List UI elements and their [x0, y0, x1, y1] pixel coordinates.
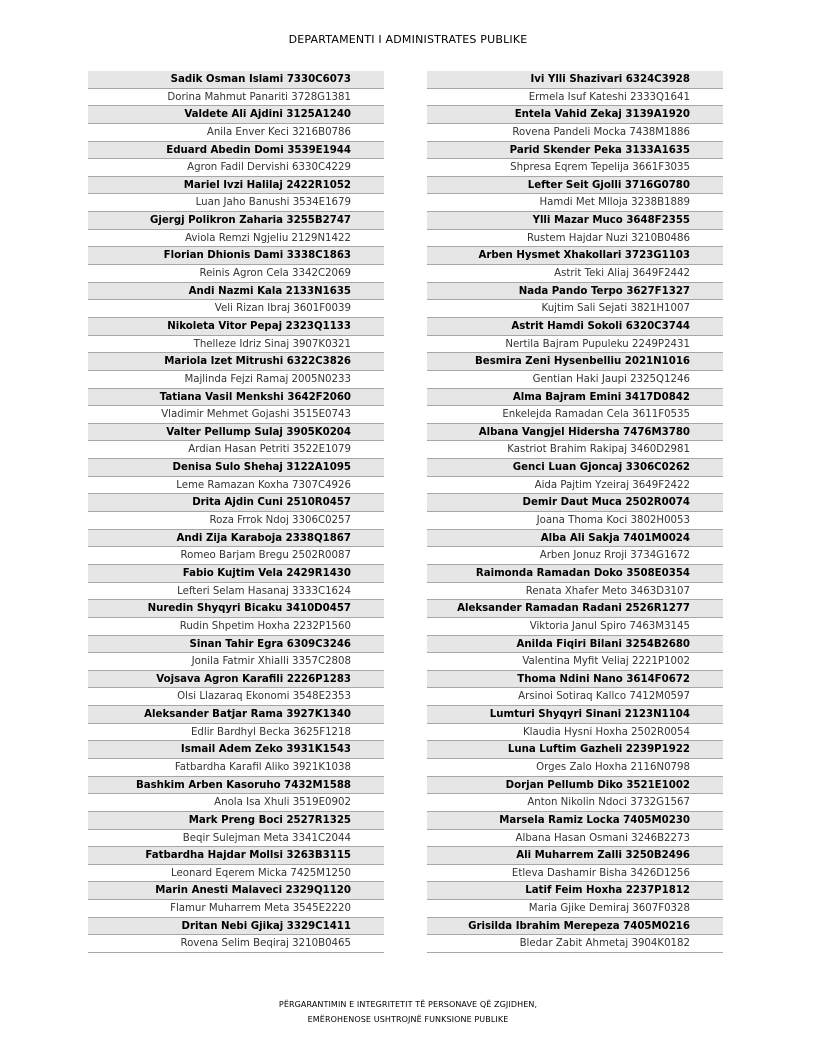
list-item: Ivi Ylli Shazivari 6324C3928 — [427, 71, 723, 89]
list-item: Flamur Muharrem Meta 3545E2220 — [88, 900, 384, 918]
list-item: Nertila Bajram Pupuleku 2249P2431 — [427, 336, 723, 354]
list-item: Roza Frrok Ndoj 3306C0257 — [88, 512, 384, 530]
list-item: Aida Pajtim Yzeiraj 3649F2422 — [427, 477, 723, 495]
list-item: Joana Thoma Koci 3802H0053 — [427, 512, 723, 530]
list-item: Rudin Shpetim Hoxha 2232P1560 — [88, 618, 384, 636]
list-item: Genci Luan Gjoncaj 3306C0262 — [427, 459, 723, 477]
list-item: Sinan Tahir Egra 6309C3246 — [88, 636, 384, 654]
list-item: Klaudia Hysni Hoxha 2502R0054 — [427, 724, 723, 742]
list-item: Veli Rizan Ibraj 3601F0039 — [88, 300, 384, 318]
list-item: Besmira Zeni Hysenbelliu 2021N1016 — [427, 353, 723, 371]
list-item: Agron Fadil Dervishi 6330C4229 — [88, 159, 384, 177]
list-item: Shpresa Eqrem Tepelija 3661F3035 — [427, 159, 723, 177]
list-item: Lumturi Shyqyri Sinani 2123N1104 — [427, 706, 723, 724]
list-item: Thoma Ndini Nano 3614F0672 — [427, 671, 723, 689]
list-item: Alba Ali Sakja 7401M0024 — [427, 530, 723, 548]
list-item: Dorjan Pellumb Diko 3521E1002 — [427, 777, 723, 795]
list-item: Vladimir Mehmet Gojashi 3515E0743 — [88, 406, 384, 424]
list-item: Nada Pando Terpo 3627F1327 — [427, 283, 723, 301]
list-item: Anola Isa Xhuli 3519E0902 — [88, 794, 384, 812]
list-item: Albana Vangjel Hidersha 7476M3780 — [427, 424, 723, 442]
list-item: Florian Dhionis Dami 3338C1863 — [88, 247, 384, 265]
list-item: Jonila Fatmir Xhialli 3357C2808 — [88, 653, 384, 671]
list-item: Mark Preng Boci 2527R1325 — [88, 812, 384, 830]
list-item: Drita Ajdin Cuni 2510R0457 — [88, 494, 384, 512]
list-item: Arben Jonuz Rroji 3734G1672 — [427, 547, 723, 565]
footer — [0, 997, 816, 1027]
list-item: Sadik Osman Islami 7330C6073 — [88, 71, 384, 89]
list-item: Enkelejda Ramadan Cela 3611F0535 — [427, 406, 723, 424]
list-item: Majlinda Fejzi Ramaj 2005N0233 — [88, 371, 384, 389]
list-item: Beqir Sulejman Meta 3341C2044 — [88, 830, 384, 848]
list-item: Ali Muharrem Zalli 3250B2496 — [427, 847, 723, 865]
list-item: Reinis Agron Cela 3342C2069 — [88, 265, 384, 283]
list-item: Rustem Hajdar Nuzi 3210B0486 — [427, 230, 723, 248]
list-item: Kastriot Brahim Rakipaj 3460D2981 — [427, 441, 723, 459]
page-title: DEPARTAMENTI I ADMINISTRATES PUBLIKE — [288, 33, 528, 46]
list-item: Dorina Mahmut Panariti 3728G1381 — [88, 89, 384, 107]
list-item: Ardian Hasan Petriti 3522E1079 — [88, 441, 384, 459]
list-item: Ermela Isuf Kateshi 2333Q1641 — [427, 89, 723, 107]
list-item: Raimonda Ramadan Doko 3508E0354 — [427, 565, 723, 583]
list-item: Mariel Ivzi Halilaj 2422R1052 — [88, 177, 384, 195]
list-item: Fatbardha Karafil Aliko 3921K1038 — [88, 759, 384, 777]
list-item: Alma Bajram Emini 3417D0842 — [427, 389, 723, 407]
list-item: Arsinoi Sotiraq Kallco 7412M0597 — [427, 688, 723, 706]
list-item: Astrit Hamdi Sokoli 6320C3744 — [427, 318, 723, 336]
list-item: Latif Feim Hoxha 2237P1812 — [427, 882, 723, 900]
list-item: Valdete Ali Ajdini 3125A1240 — [88, 106, 384, 124]
list-item: Eduard Abedin Domi 3539E1944 — [88, 142, 384, 160]
list-item: Hamdi Met Mlloja 3238B1889 — [427, 194, 723, 212]
list-item: Orges Zalo Hoxha 2116N0798 — [427, 759, 723, 777]
list-item: Parid Skender Peka 3133A1635 — [427, 142, 723, 160]
list-item: Olsi Llazaraq Ekonomi 3548E2353 — [88, 688, 384, 706]
list-item: Edlir Bardhyl Becka 3625F1218 — [88, 724, 384, 742]
list-item: Denisa Sulo Shehaj 3122A1095 — [88, 459, 384, 477]
list-item: Mariola Izet Mitrushi 6322C3826 — [88, 353, 384, 371]
list-item: Bashkim Arben Kasoruho 7432M1588 — [88, 777, 384, 795]
list-item: Anilda Fiqiri Bilani 3254B2680 — [427, 636, 723, 654]
right-name-list — [427, 71, 723, 953]
list-item: Marsela Ramiz Locka 7405M0230 — [427, 812, 723, 830]
list-item: Marin Anesti Malaveci 2329Q1120 — [88, 882, 384, 900]
list-item: Gentian Haki Jaupi 2325Q1246 — [427, 371, 723, 389]
footer-line-1: PËRGARANTIMIN E INTEGRITETIT TË PERSONAVE QË ZGJIDHEN, — [278, 1000, 538, 1009]
list-item: Aleksander Batjar Rama 3927K1340 — [88, 706, 384, 724]
list-item: Astrit Teki Aliaj 3649F2442 — [427, 265, 723, 283]
list-item: Nikoleta Vitor Pepaj 2323Q1133 — [88, 318, 384, 336]
list-item: Maria Gjike Demiraj 3607F0328 — [427, 900, 723, 918]
list-item: Luna Luftim Gazheli 2239P1922 — [427, 741, 723, 759]
list-item: Albana Hasan Osmani 3246B2273 — [427, 830, 723, 848]
list-item: Valentina Myfit Veliaj 2221P1002 — [427, 653, 723, 671]
list-item: Entela Vahid Zekaj 3139A1920 — [427, 106, 723, 124]
list-item: Tatiana Vasil Menkshi 3642F2060 — [88, 389, 384, 407]
list-item: Ylli Mazar Muco 3648F2355 — [427, 212, 723, 230]
list-item: Ismail Adem Zeko 3931K1543 — [88, 741, 384, 759]
list-item: Nuredin Shyqyri Bicaku 3410D0457 — [88, 600, 384, 618]
list-item: Bledar Zabit Ahmetaj 3904K0182 — [427, 935, 723, 953]
list-item: Aviola Remzi Ngjeliu 2129N1422 — [88, 230, 384, 248]
list-item: Leme Ramazan Koxha 7307C4926 — [88, 477, 384, 495]
list-item: Grisilda Ibrahim Merepeza 7405M0216 — [427, 918, 723, 936]
list-item: Etleva Dashamir Bisha 3426D1256 — [427, 865, 723, 883]
list-item: Lefteri Selam Hasanaj 3333C1624 — [88, 583, 384, 601]
list-item: Renata Xhafer Meto 3463D3107 — [427, 583, 723, 601]
list-item: Thelleze Idriz Sinaj 3907K0321 — [88, 336, 384, 354]
left-name-list — [88, 71, 384, 953]
list-item: Romeo Barjam Bregu 2502R0087 — [88, 547, 384, 565]
list-item: Anton Nikolin Ndoci 3732G1567 — [427, 794, 723, 812]
list-item: Rovena Pandeli Mocka 7438M1886 — [427, 124, 723, 142]
list-item: Lefter Seit Gjolli 3716G0780 — [427, 177, 723, 195]
list-item: Arben Hysmet Xhakollari 3723G1103 — [427, 247, 723, 265]
list-item: Leonard Eqerem Micka 7425M1250 — [88, 865, 384, 883]
list-item: Rovena Selim Beqiraj 3210B0465 — [88, 935, 384, 953]
list-item: Gjergj Polikron Zaharia 3255B2747 — [88, 212, 384, 230]
list-item: Viktoria Janul Spiro 7463M3145 — [427, 618, 723, 636]
list-item: Anila Enver Keci 3216B0786 — [88, 124, 384, 142]
list-item: Luan Jaho Banushi 3534E1679 — [88, 194, 384, 212]
list-item: Fabio Kujtim Vela 2429R1430 — [88, 565, 384, 583]
list-item: Fatbardha Hajdar Mollsi 3263B3115 — [88, 847, 384, 865]
list-item: Valter Pellump Sulaj 3905K0204 — [88, 424, 384, 442]
list-item: Dritan Nebi Gjikaj 3329C1411 — [88, 918, 384, 936]
footer-line-2: EMËROHENOSE USHTROJNË FUNKSIONE PUBLIKE — [307, 1015, 509, 1024]
list-item: Vojsava Agron Karafili 2226P1283 — [88, 671, 384, 689]
list-item: Kujtim Sali Sejati 3821H1007 — [427, 300, 723, 318]
list-item: Andi Nazmi Kala 2133N1635 — [88, 283, 384, 301]
list-item: Demir Daut Muca 2502R0074 — [427, 494, 723, 512]
list-item: Aleksander Ramadan Radani 2526R1277 — [427, 600, 723, 618]
list-item: Andi Zija Karaboja 2338Q1867 — [88, 530, 384, 548]
